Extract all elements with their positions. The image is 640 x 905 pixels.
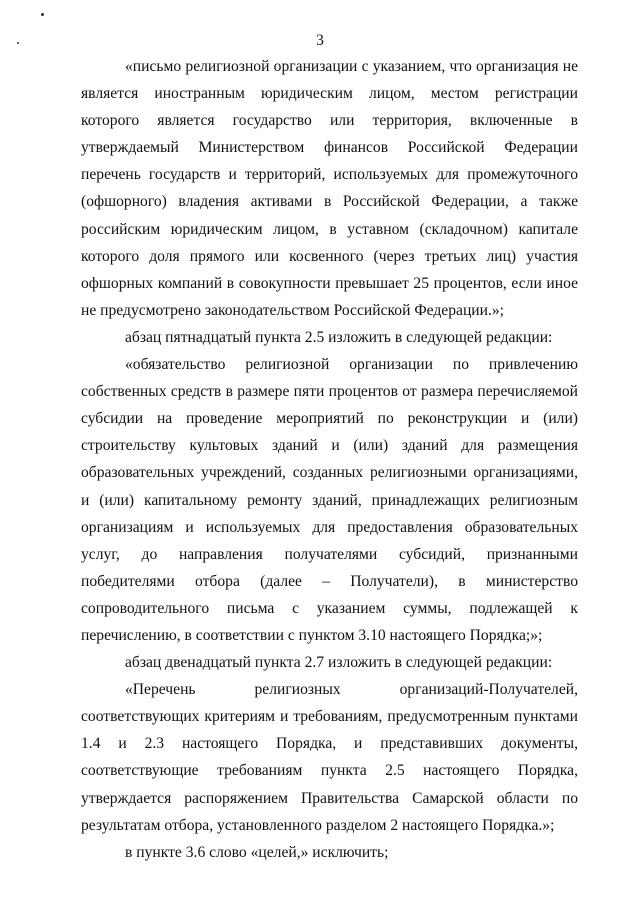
scan-speck xyxy=(41,13,44,16)
paragraph-letter-offshore: «письмо религиозной организации с указанием, что организация не является иностранным юридическим лицом, местом регистрации которого является государство или территория, включенные в утверждаемый Министерством финансов Российской Федерации перечень государств и территорий, используемых для промежуточного (офшорного) владения активами в Российской Федерации, а также российским юридическим лицом, в уставном (складочном) капитале которого доля прямого или косвенного (через третьих лиц) участия офшорных компаний в совокупности превышает 25 процентов, если иное не предусмотрено законодательством Российской Федерации.»; xyxy=(81,58,578,319)
document-body xyxy=(81,53,578,866)
paragraph-amend-2-5: абзац пятнадцатый пункта 2.5 изложить в следующей редакции: xyxy=(125,328,553,346)
paragraph-amend-2-7: абзац двенадцатый пункта 2.7 изложить в следующей редакции: xyxy=(125,654,553,672)
paragraph-amend-3-6: в пункте 3.6 слово «целей,» исключить; xyxy=(125,843,389,861)
paragraph-recipients-list: «Перечень религиозных организаций-Получателей, соответствующих критериям и требованиям, предусмотренным пунктами 1.4 и 2.3 настоящего Порядка, и представивших документы, соответствующие требованиям пункта 2.5 настоящего Порядка, утверждается распоряжением Правительства Самарской области по результатам отбора, установленного разделом 2 настоящего Порядка.»; xyxy=(81,681,578,834)
page-number: 3 xyxy=(316,32,324,49)
paragraph-own-funds-obligation: «обязательство религиозной организации по привлечению собственных средств в размере пяти процентов от размера перечисляемой субсидии на проведение мероприятий по реконструкции и (или) строительству культовых зданий и (или) зданий для размещения образовательных учреждений, созданных религиозными организациями, и (или) капитальному ремонту зданий, принадлежащих религиозным организациям и используемых для предоставления образовательных услуг, до направления получателями субсидий, признанными победителями отбора (далее – Получатели), в министерство сопроводительного письма с указанием суммы, подлежащей к перечислению, в соответствии с пунктом 3.10 настоящего Порядка;»; xyxy=(81,356,578,644)
